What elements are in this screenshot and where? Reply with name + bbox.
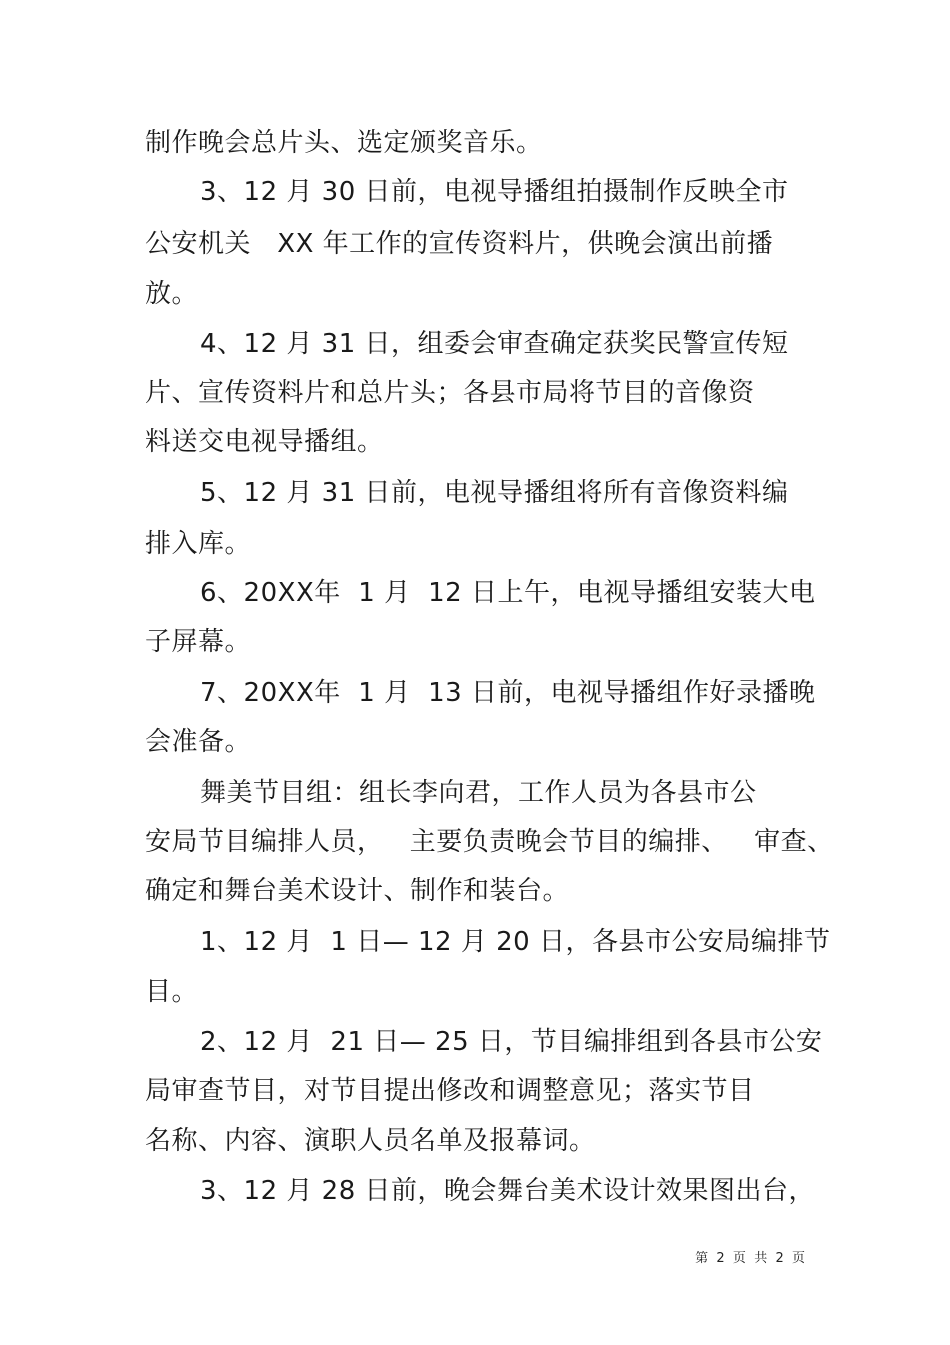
text-line: 3、12 月 30 日前，电视导播组拍摄制作反映全市 bbox=[200, 177, 789, 207]
text-line: 确定和舞台美术设计、制作和装台。 bbox=[145, 876, 570, 906]
text-line: 7、20XX年 1 月 13 日前，电视导播组作好录播晚 bbox=[200, 678, 816, 708]
text-line: 舞美节目组：组长李向君，工作人员为各县市公 bbox=[200, 778, 757, 808]
text-line: 局审查节目，对节目提出修改和调整意见；落实节目 bbox=[145, 1076, 755, 1106]
text-line: 1、12 月 1 日— 12 月 20 日，各县市公安局编排节 bbox=[200, 927, 831, 957]
text-line: 安局节目编排人员， 主要负责晚会节目的编排、 审查、 bbox=[145, 827, 834, 857]
text-line: 子屏幕。 bbox=[145, 627, 252, 657]
page-number-footer: 第 2 页 共 2 页 bbox=[695, 1251, 805, 1266]
text-line: 会准备。 bbox=[145, 727, 252, 757]
text-line: 5、12 月 31 日前，电视导播组将所有音像资料编 bbox=[200, 478, 789, 508]
text-line: 6、20XX年 1 月 12 日上午，电视导播组安装大电 bbox=[200, 578, 816, 608]
text-line: 片、宣传资料片和总片头；各县市局将节目的音像资 bbox=[145, 378, 755, 408]
text-line: 制作晚会总片头、选定颁奖音乐。 bbox=[145, 128, 543, 158]
text-line: 排入库。 bbox=[145, 529, 252, 559]
text-line: 放。 bbox=[145, 279, 199, 309]
text-line: 目。 bbox=[145, 977, 199, 1007]
text-line: 3、12 月 28 日前，晚会舞台美术设计效果图出台， bbox=[200, 1176, 816, 1206]
text-line: 4、12 月 31 日，组委会审查确定获奖民警宣传短 bbox=[200, 329, 789, 359]
text-line: 料送交电视导播组。 bbox=[145, 427, 384, 457]
text-line: 公安机关 XX 年工作的宣传资料片，供晚会演出前播 bbox=[145, 229, 774, 259]
text-line: 2、12 月 21 日— 25 日，节目编排组到各县市公安 bbox=[200, 1027, 823, 1057]
text-line: 名称、内容、演职人员名单及报幕词。 bbox=[145, 1126, 596, 1156]
